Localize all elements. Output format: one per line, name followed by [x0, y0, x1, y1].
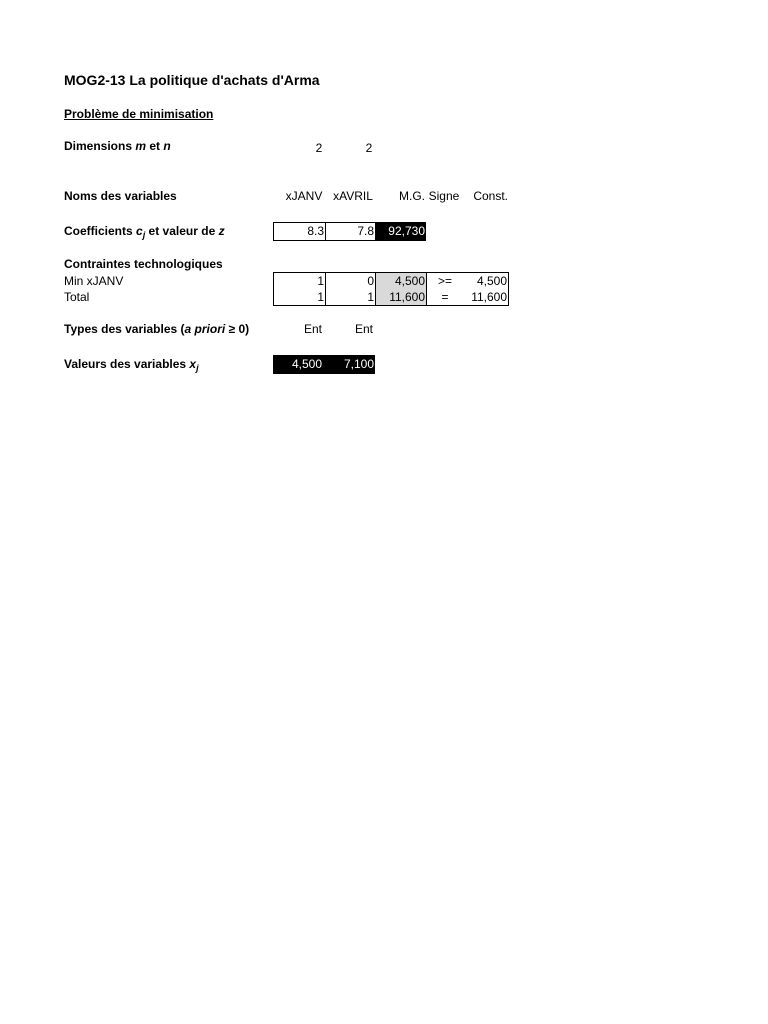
coefficient-xjanv[interactable]: 8.3: [307, 224, 324, 238]
value-xjanv[interactable]: 4,500: [273, 355, 326, 374]
const-header: Const.: [473, 189, 508, 203]
constraint-2-mg[interactable]: 11,600: [389, 290, 425, 304]
constraints-heading: Contraintes technologiques: [64, 257, 223, 271]
constraint-2-const[interactable]: 11,600: [471, 290, 507, 304]
constraint-1-mg[interactable]: 4,500: [394, 274, 425, 288]
value-xavril[interactable]: 7,100: [326, 355, 375, 374]
constraint-name-min-xjanv: Min xJANV: [64, 274, 124, 288]
dimension-n-value[interactable]: 2: [365, 141, 373, 155]
variable-names-label: Noms des variables: [64, 189, 177, 203]
section-subtitle: Problème de minimisation: [64, 107, 214, 121]
type-xavril[interactable]: Ent: [354, 322, 373, 336]
variable-name-xavril[interactable]: xAVRIL: [333, 189, 373, 203]
valeurs-label: Valeurs des variables $x_j$: [64, 357, 199, 373]
coefficients-label: Coefficients $c_j$ et valeur de z: [64, 224, 225, 240]
objective-z-value[interactable]: 92,730: [376, 222, 426, 241]
type-xjanv[interactable]: Ent: [303, 322, 322, 336]
constraint-1-coef-xavril[interactable]: 0: [367, 274, 374, 288]
constraint-1-coef-xjanv[interactable]: 1: [317, 274, 324, 288]
variable-name-xjanv[interactable]: xJANV: [285, 189, 323, 203]
dimensions-label: Dimensions m et n: [64, 139, 171, 153]
page-title: MOG2-13 La politique d'achats d'Arma: [64, 72, 320, 88]
constraint-2-coef-xjanv[interactable]: 1: [317, 290, 324, 304]
constraint-2-sign[interactable]: =: [441, 290, 449, 304]
signe-header: Signe: [428, 189, 460, 203]
constraint-name-total: Total: [64, 290, 90, 304]
constraint-1-sign[interactable]: >=: [437, 274, 452, 288]
types-label: Types des variables (a priori ≥ 0): [64, 322, 250, 336]
dimension-m-value[interactable]: 2: [315, 141, 323, 155]
mg-header: M.G.: [399, 189, 425, 203]
constraint-1-const[interactable]: 4,500: [476, 274, 507, 288]
coefficient-xavril[interactable]: 7.8: [357, 224, 374, 238]
constraint-2-coef-xavril[interactable]: 1: [367, 290, 374, 304]
